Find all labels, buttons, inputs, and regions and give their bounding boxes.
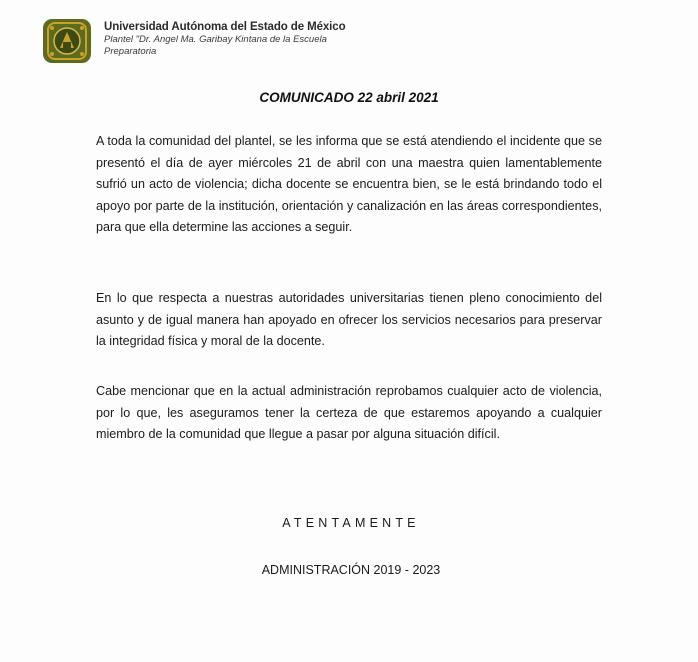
paragraph-1: A toda la comunidad del plantel, se les informa que se está atendiendo el incidente que se presentó el día de ayer miércoles 21 de abril con una maestra quien lamentablemente sufrió un acto de violencia; dicha docente se encuentra bien, se le está brindando todo el apoyo por parte de la institución, orientación y canalización en las áreas correspondientes, para que ella determine las acciones a seguir. [96, 134, 602, 234]
closing-text: ATENTAMENTE [282, 516, 420, 530]
institution-name: Universidad Autónoma del Estado de México [104, 21, 346, 33]
uaemex-crest-icon [40, 14, 94, 68]
letterhead-text [104, 20, 346, 58]
signature-text: ADMINISTRACIÓN 2019 - 2023 [261, 563, 441, 577]
document-title: COMUNICADO 22 abril 2021 [259, 90, 439, 105]
campus-name: Plantel "Dr. Angel Ma. Garibay Kintana de la Escuela Preparatoria [104, 34, 327, 57]
paragraph-3: Cabe mencionar que en la actual administración reprobamos cualquier acto de violencia, por lo que, les aseguramos tener la certeza de que estaremos apoyando a cualquier miembro de la comunidad que llegue a pasar por alguna situación difícil. [96, 384, 602, 441]
paragraph-2: En lo que respecta a nuestras autoridades universitarias tienen pleno conocimiento del asunto y de igual manera han apoyado en ofrecer los servicios necesarios para preservar la integridad física y moral de la docente. [96, 291, 602, 348]
letterhead [40, 14, 346, 68]
